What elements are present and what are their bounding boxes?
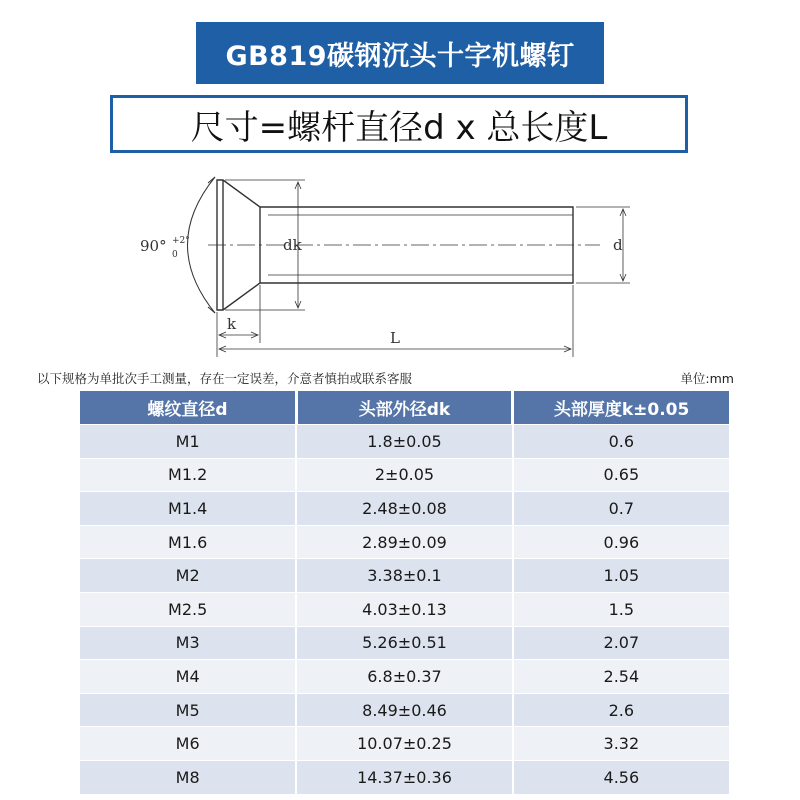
table-row xyxy=(80,525,729,559)
cell-thread-diameter: M8 xyxy=(80,760,296,793)
cell-head-thickness: 0.96 xyxy=(513,525,729,559)
angle-label: 90° xyxy=(140,237,167,255)
angle-tolerance-upper: +2° xyxy=(172,236,190,246)
cell-head-diameter: 6.8±0.37 xyxy=(296,660,512,694)
unit-label: 单位:mm xyxy=(680,371,734,386)
table-row xyxy=(80,592,729,626)
table-row xyxy=(80,492,729,526)
table-row xyxy=(80,727,729,761)
header-head-thickness: 头部厚度k±0.05 xyxy=(513,391,729,425)
header-thread-diameter: 螺纹直径d xyxy=(80,391,296,425)
cell-thread-diameter: M2.5 xyxy=(80,592,296,626)
header-head-diameter: 头部外径dk xyxy=(296,391,512,425)
cell-head-diameter: 2±0.05 xyxy=(296,458,512,492)
cell-head-diameter: 5.26±0.51 xyxy=(296,626,512,660)
cell-head-diameter: 4.03±0.13 xyxy=(296,592,512,626)
cell-thread-diameter: M5 xyxy=(80,693,296,727)
cell-thread-diameter: M6 xyxy=(80,727,296,761)
cell-head-thickness: 2.07 xyxy=(513,626,729,660)
table-row xyxy=(80,559,729,593)
cell-head-diameter: 14.37±0.36 xyxy=(296,760,512,793)
cell-thread-diameter: M1 xyxy=(80,425,296,459)
cell-thread-diameter: M1.2 xyxy=(80,458,296,492)
table-row xyxy=(80,425,729,459)
cell-thread-diameter: M2 xyxy=(80,559,296,593)
cell-head-diameter: 2.89±0.09 xyxy=(296,525,512,559)
cell-head-diameter: 3.38±0.1 xyxy=(296,559,512,593)
table-row xyxy=(80,693,729,727)
cell-head-thickness: 3.32 xyxy=(513,727,729,761)
table-header-row xyxy=(80,391,729,425)
cell-head-diameter: 8.49±0.46 xyxy=(296,693,512,727)
d-label: d xyxy=(613,236,623,254)
cell-head-thickness: 0.6 xyxy=(513,425,729,459)
size-formula: 尺寸=螺杆直径d x 总长度L xyxy=(110,95,688,153)
cell-head-thickness: 2.6 xyxy=(513,693,729,727)
page-title: GB819碳钢沉头十字机螺钉 xyxy=(196,22,604,84)
angle-tolerance-lower: 0 xyxy=(172,250,178,260)
spec-table xyxy=(80,391,729,794)
cell-head-thickness: 1.05 xyxy=(513,559,729,593)
cell-head-diameter: 2.48±0.08 xyxy=(296,492,512,526)
measurement-note: 以下规格为单批次手工测量，存在一定误差，介意者慎拍或联系客服 xyxy=(37,371,413,386)
cell-head-thickness: 4.56 xyxy=(513,760,729,793)
table-row xyxy=(80,660,729,694)
cell-head-diameter: 1.8±0.05 xyxy=(296,425,512,459)
cell-thread-diameter: M3 xyxy=(80,626,296,660)
table-row xyxy=(80,458,729,492)
k-label: k xyxy=(227,315,237,333)
cell-thread-diameter: M1.4 xyxy=(80,492,296,526)
l-label: L xyxy=(390,329,400,347)
dk-label: dk xyxy=(283,236,302,254)
table-row xyxy=(80,760,729,793)
cell-head-thickness: 0.65 xyxy=(513,458,729,492)
screw-dimension-diagram xyxy=(120,165,640,365)
cell-head-thickness: 0.7 xyxy=(513,492,729,526)
cell-head-thickness: 1.5 xyxy=(513,592,729,626)
cell-thread-diameter: M4 xyxy=(80,660,296,694)
cell-head-diameter: 10.07±0.25 xyxy=(296,727,512,761)
table-row xyxy=(80,626,729,660)
cell-head-thickness: 2.54 xyxy=(513,660,729,694)
cell-thread-diameter: M1.6 xyxy=(80,525,296,559)
